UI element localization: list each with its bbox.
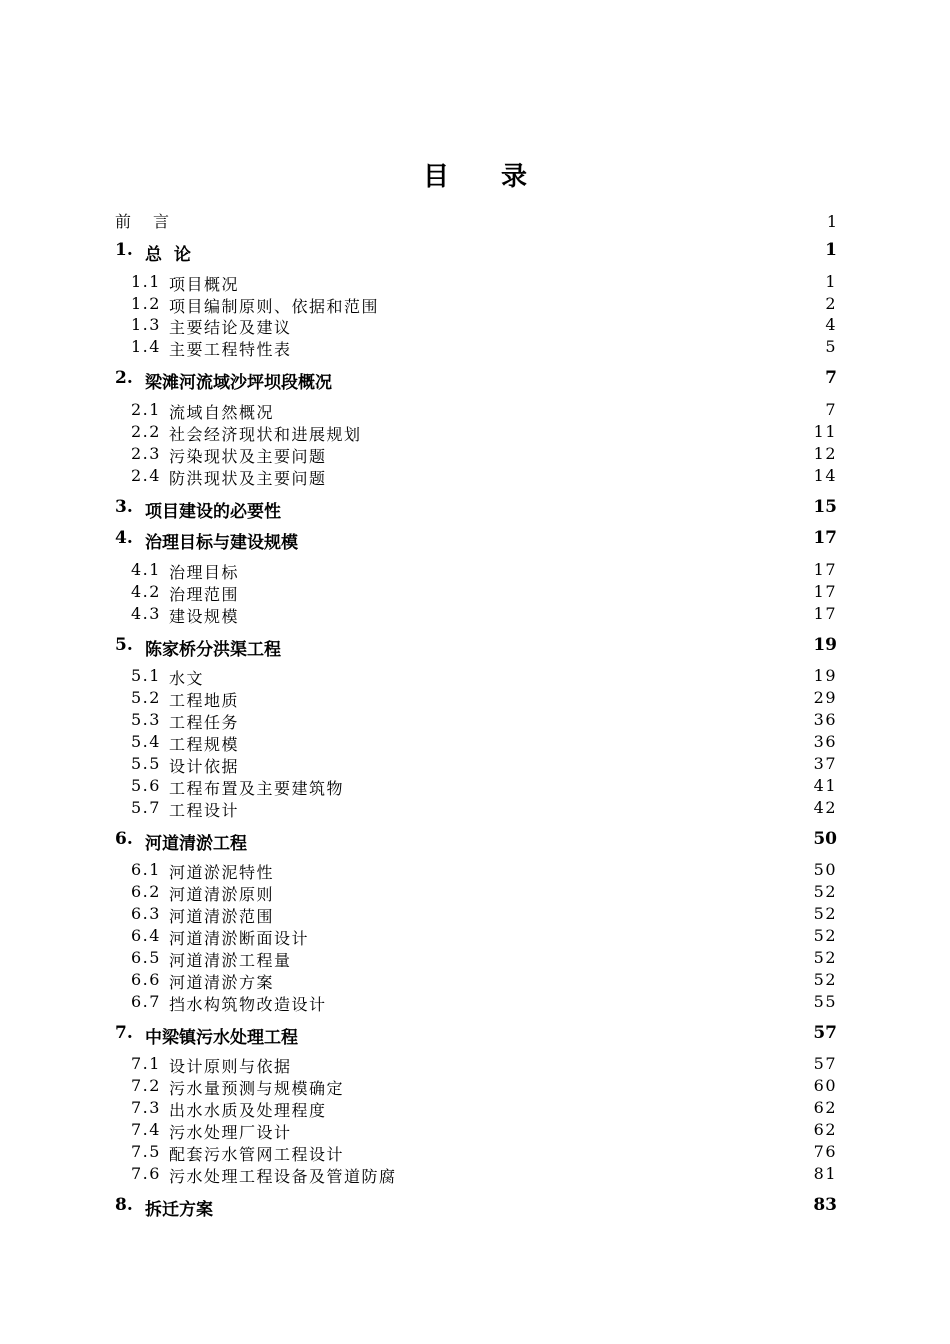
toc-section-entry[interactable] <box>115 1098 837 1121</box>
toc-entry-text: 河道清淤工程量 <box>168 951 292 970</box>
toc-entry-label <box>115 466 326 489</box>
toc-entry-text: 拆迁方案 <box>145 1200 213 1220</box>
toc-entry-label <box>115 1076 344 1099</box>
toc-chapter-entry[interactable] <box>115 368 837 393</box>
toc-entry-number: 7.2 <box>131 1076 161 1095</box>
toc-entry-number: 5.1 <box>131 666 161 685</box>
toc-entry-label <box>115 272 239 295</box>
toc-entry-label <box>115 904 274 927</box>
toc-entry-label <box>115 315 291 338</box>
toc-section-entry[interactable] <box>115 732 837 755</box>
toc-entry-label <box>115 422 361 445</box>
toc-section-entry[interactable] <box>115 315 837 338</box>
toc-entry-number: 1.1 <box>131 272 161 291</box>
toc-chapter-entry[interactable] <box>115 240 837 265</box>
toc-entry-label <box>115 294 379 317</box>
toc-entry-label <box>115 337 291 360</box>
toc-entry-page-number: 17 <box>813 560 837 579</box>
toc-entry-label <box>115 604 239 627</box>
toc-entry-page-number: 81 <box>813 1164 837 1183</box>
toc-entry-label <box>115 1054 291 1077</box>
toc-entry-number: 1.2 <box>131 294 161 313</box>
toc-entry-label <box>115 1098 326 1121</box>
toc-entry-text: 梁滩河流域沙坪坝段概况 <box>145 373 332 393</box>
toc-entry-number: 4.2 <box>131 582 161 601</box>
toc-entry-page-number: 57 <box>813 1054 837 1073</box>
toc-section-entry[interactable] <box>115 604 837 627</box>
toc-entry-text: 河道清淤范围 <box>168 907 274 926</box>
toc-entry-text: 项目编制原则、依据和范围 <box>168 297 379 316</box>
toc-section-entry[interactable] <box>115 860 837 883</box>
toc-entry-page-number: 36 <box>813 710 837 729</box>
toc-entry-number: 6.5 <box>131 948 161 967</box>
toc-entry-page-number: 12 <box>813 444 837 463</box>
toc-entry-number: 7. <box>115 1023 133 1043</box>
toc-section-entry[interactable] <box>115 776 837 799</box>
toc-entry-number: 7.3 <box>131 1098 161 1117</box>
toc-preface-entry[interactable] <box>115 209 837 232</box>
toc-entry-page-number: 52 <box>813 970 837 989</box>
toc-entry-number: 7.1 <box>131 1054 161 1073</box>
toc-entry-number: 2.2 <box>131 422 161 441</box>
toc-entry-text: 主要结论及建议 <box>168 318 292 337</box>
toc-section-entry[interactable] <box>115 1076 837 1099</box>
toc-entry-text: 工程布置及主要建筑物 <box>168 779 344 798</box>
toc-section-entry[interactable] <box>115 400 837 423</box>
toc-section-entry[interactable] <box>115 904 837 927</box>
toc-entry-label <box>115 970 274 993</box>
toc-entry-number: 2. <box>115 368 133 388</box>
toc-entry-page-number: 7 <box>825 400 837 419</box>
toc-entry-text: 污染现状及主要问题 <box>168 447 327 466</box>
toc-entry-label <box>115 528 298 553</box>
toc-entry-label <box>115 635 281 660</box>
toc-entry-text: 挡水构筑物改造设计 <box>168 995 327 1014</box>
toc-entry-number: 7.6 <box>131 1164 161 1183</box>
toc-entry-number: 6.1 <box>131 860 161 879</box>
toc-entry-label <box>115 860 274 883</box>
toc-entry-page-number: 1 <box>826 212 837 231</box>
toc-section-entry[interactable] <box>115 710 837 733</box>
toc-section-entry[interactable] <box>115 754 837 777</box>
toc-entry-page-number: 19 <box>813 666 837 685</box>
toc-entry-page-number: 55 <box>813 992 837 1011</box>
toc-section-entry[interactable] <box>115 926 837 949</box>
toc-entry-text: 水文 <box>168 669 204 688</box>
toc-entry-number: 7.4 <box>131 1120 161 1139</box>
toc-entry-label <box>115 444 326 467</box>
toc-entry-page-number: 52 <box>813 882 837 901</box>
toc-entry-page-number: 76 <box>813 1142 837 1161</box>
toc-entry-text: 流域自然概况 <box>168 403 274 422</box>
toc-entry-text: 设计原则与依据 <box>168 1057 292 1076</box>
toc-entry-text: 设计依据 <box>168 757 239 776</box>
toc-entry-label <box>115 582 239 605</box>
toc-entry-label <box>115 776 344 799</box>
toc-entry-text: 社会经济现状和进展规划 <box>168 425 362 444</box>
toc-entry-number: 1.3 <box>131 315 161 334</box>
toc-entry-text: 治理目标 <box>168 563 239 582</box>
toc-entry-number: 1. <box>115 240 133 260</box>
toc-entry-page-number: 42 <box>813 798 837 817</box>
toc-entry-text: 防洪现状及主要问题 <box>168 469 327 488</box>
toc-section-entry[interactable] <box>115 970 837 993</box>
toc-entry-page-number: 19 <box>813 635 837 655</box>
toc-entry-label <box>115 948 291 971</box>
toc-entry-label <box>115 798 239 821</box>
toc-entry-page-number: 7 <box>825 368 837 388</box>
toc-section-entry[interactable] <box>115 992 837 1015</box>
toc-entry-page-number: 36 <box>813 732 837 751</box>
toc-entry-text: 工程规模 <box>168 735 239 754</box>
toc-entry-text: 项目概况 <box>168 275 239 294</box>
toc-entry-label <box>115 400 274 423</box>
toc-entry-label <box>115 1195 213 1220</box>
toc-entry-label <box>115 1120 291 1143</box>
toc-entry-number: 5.3 <box>131 710 161 729</box>
toc-entry-number: 6. <box>115 829 133 849</box>
toc-entry-number: 4. <box>115 528 133 548</box>
toc-chapter-entry[interactable] <box>115 829 837 854</box>
toc-section-entry[interactable] <box>115 1054 837 1077</box>
toc-entry-text: 工程任务 <box>168 713 239 732</box>
toc-entry-number: 4.3 <box>131 604 161 623</box>
toc-entry-page-number: 57 <box>813 1023 837 1043</box>
toc-entry-number: 8. <box>115 1195 133 1215</box>
toc-entry-text: 治理目标与建设规模 <box>145 533 298 553</box>
toc-entry-number: 5.7 <box>131 798 161 817</box>
toc-entry-text: 工程设计 <box>168 801 239 820</box>
toc-section-entry[interactable] <box>115 337 837 360</box>
toc-section-entry[interactable] <box>115 798 837 821</box>
toc-entry-label <box>115 882 274 905</box>
toc-entry-number: 4.1 <box>131 560 161 579</box>
toc-entry-text: 工程地质 <box>168 691 239 710</box>
toc-entry-number: 3. <box>115 497 133 517</box>
toc-entry-page-number: 14 <box>813 466 837 485</box>
toc-entry-label <box>115 926 309 949</box>
toc-entry-text: 前言 <box>115 212 192 231</box>
toc-entry-page-number: 62 <box>813 1098 837 1117</box>
toc-entry-text: 污水处理工程设备及管道防腐 <box>168 1167 397 1186</box>
toc-chapter-entry[interactable] <box>115 528 837 553</box>
toc-chapter-entry[interactable] <box>115 1023 837 1048</box>
toc-entry-text: 河道清淤工程 <box>145 834 247 854</box>
toc-section-entry[interactable] <box>115 294 837 317</box>
toc-section-entry[interactable] <box>115 1120 837 1143</box>
toc-chapter-entry[interactable] <box>115 1195 837 1220</box>
toc-section-entry[interactable] <box>115 466 837 489</box>
toc-section-entry[interactable] <box>115 444 837 467</box>
toc-entry-page-number: 60 <box>813 1076 837 1095</box>
toc-section-entry[interactable] <box>115 272 837 295</box>
toc-entry-text: 总 论 <box>145 245 191 265</box>
toc-entry-page-number: 11 <box>813 422 837 441</box>
toc-entry-page-number: 37 <box>813 754 837 773</box>
toc-entry-page-number: 62 <box>813 1120 837 1139</box>
toc-section-entry[interactable] <box>115 666 837 689</box>
toc-entry-number: 6.3 <box>131 904 161 923</box>
toc-entry-number: 5.2 <box>131 688 161 707</box>
toc-entry-label <box>115 1164 396 1187</box>
toc-entry-label <box>115 368 332 393</box>
toc-entry-label <box>115 666 204 689</box>
toc-entry-text: 出水水质及处理程度 <box>168 1101 327 1120</box>
toc-entry-page-number: 50 <box>813 860 837 879</box>
toc-entry-text: 陈家桥分洪渠工程 <box>145 640 281 660</box>
toc-section-entry[interactable] <box>115 1142 837 1165</box>
toc-entry-label <box>115 732 239 755</box>
toc-entry-label <box>115 497 281 522</box>
toc-entry-text: 污水量预测与规模确定 <box>168 1079 344 1098</box>
toc-entry-page-number: 83 <box>813 1195 837 1215</box>
toc-section-entry[interactable] <box>115 422 837 445</box>
page-title: 目录 <box>422 162 579 192</box>
toc-entry-number: 2.1 <box>131 400 161 419</box>
toc-entry-text: 项目建设的必要性 <box>145 502 281 522</box>
toc-entry-page-number: 17 <box>813 528 837 548</box>
toc-entry-number: 5.6 <box>131 776 161 795</box>
toc-entry-number: 5.4 <box>131 732 161 751</box>
toc-entry-page-number: 52 <box>813 948 837 967</box>
toc-section-entry[interactable] <box>115 882 837 905</box>
toc-entry-text: 河道清淤断面设计 <box>168 929 309 948</box>
toc-entry-label <box>115 1142 344 1165</box>
toc-entry-label <box>115 209 191 232</box>
toc-entry-text: 建设规模 <box>168 607 239 626</box>
toc-entry-page-number: 52 <box>813 904 837 923</box>
toc-section-entry[interactable] <box>115 948 837 971</box>
toc-entry-number: 1.4 <box>131 337 161 356</box>
toc-entry-label <box>115 688 239 711</box>
toc-entry-label <box>115 754 239 777</box>
toc-entry-page-number: 52 <box>813 926 837 945</box>
toc-entry-page-number: 50 <box>813 829 837 849</box>
toc-entry-page-number: 15 <box>813 497 837 517</box>
toc-entry-label <box>115 560 239 583</box>
toc-entry-text: 河道淤泥特性 <box>168 863 274 882</box>
toc-entry-number: 6.6 <box>131 970 161 989</box>
toc-entry-page-number: 29 <box>813 688 837 707</box>
toc-entry-number: 5.5 <box>131 754 161 773</box>
toc-entry-number: 2.4 <box>131 466 161 485</box>
toc-entry-page-number: 4 <box>825 315 837 334</box>
toc-entry-label <box>115 992 326 1015</box>
toc-entry-text: 中梁镇污水处理工程 <box>145 1028 298 1048</box>
toc-entry-page-number: 2 <box>825 294 837 313</box>
toc-entry-number: 6.7 <box>131 992 161 1011</box>
toc-entry-text: 主要工程特性表 <box>168 340 292 359</box>
toc-entry-number: 6.4 <box>131 926 161 945</box>
toc-section-entry[interactable] <box>115 688 837 711</box>
toc-entry-page-number: 1 <box>825 240 837 260</box>
toc-entry-text: 配套污水管网工程设计 <box>168 1145 344 1164</box>
toc-entry-label <box>115 710 239 733</box>
toc-entry-label <box>115 240 191 265</box>
toc-entry-page-number: 17 <box>813 582 837 601</box>
toc-entry-page-number: 1 <box>825 272 837 291</box>
toc-entry-page-number: 41 <box>813 776 837 795</box>
toc-section-entry[interactable] <box>115 582 837 605</box>
toc-entry-number: 6.2 <box>131 882 161 901</box>
toc-chapter-entry[interactable] <box>115 497 837 522</box>
toc-entry-number: 5. <box>115 635 133 655</box>
toc-entry-text: 治理范围 <box>168 585 239 604</box>
toc-entry-label <box>115 1023 298 1048</box>
toc-chapter-entry[interactable] <box>115 635 837 660</box>
toc-entry-page-number: 5 <box>825 337 837 356</box>
toc-entry-text: 河道清淤方案 <box>168 973 274 992</box>
toc-section-entry[interactable] <box>115 560 837 583</box>
toc-entry-text: 污水处理厂设计 <box>168 1123 292 1142</box>
toc-entry-text: 河道清淤原则 <box>168 885 274 904</box>
toc-entry-page-number: 17 <box>813 604 837 623</box>
toc-entry-number: 2.3 <box>131 444 161 463</box>
toc-section-entry[interactable] <box>115 1164 837 1187</box>
toc-entry-number: 7.5 <box>131 1142 161 1161</box>
toc-entry-label <box>115 829 247 854</box>
